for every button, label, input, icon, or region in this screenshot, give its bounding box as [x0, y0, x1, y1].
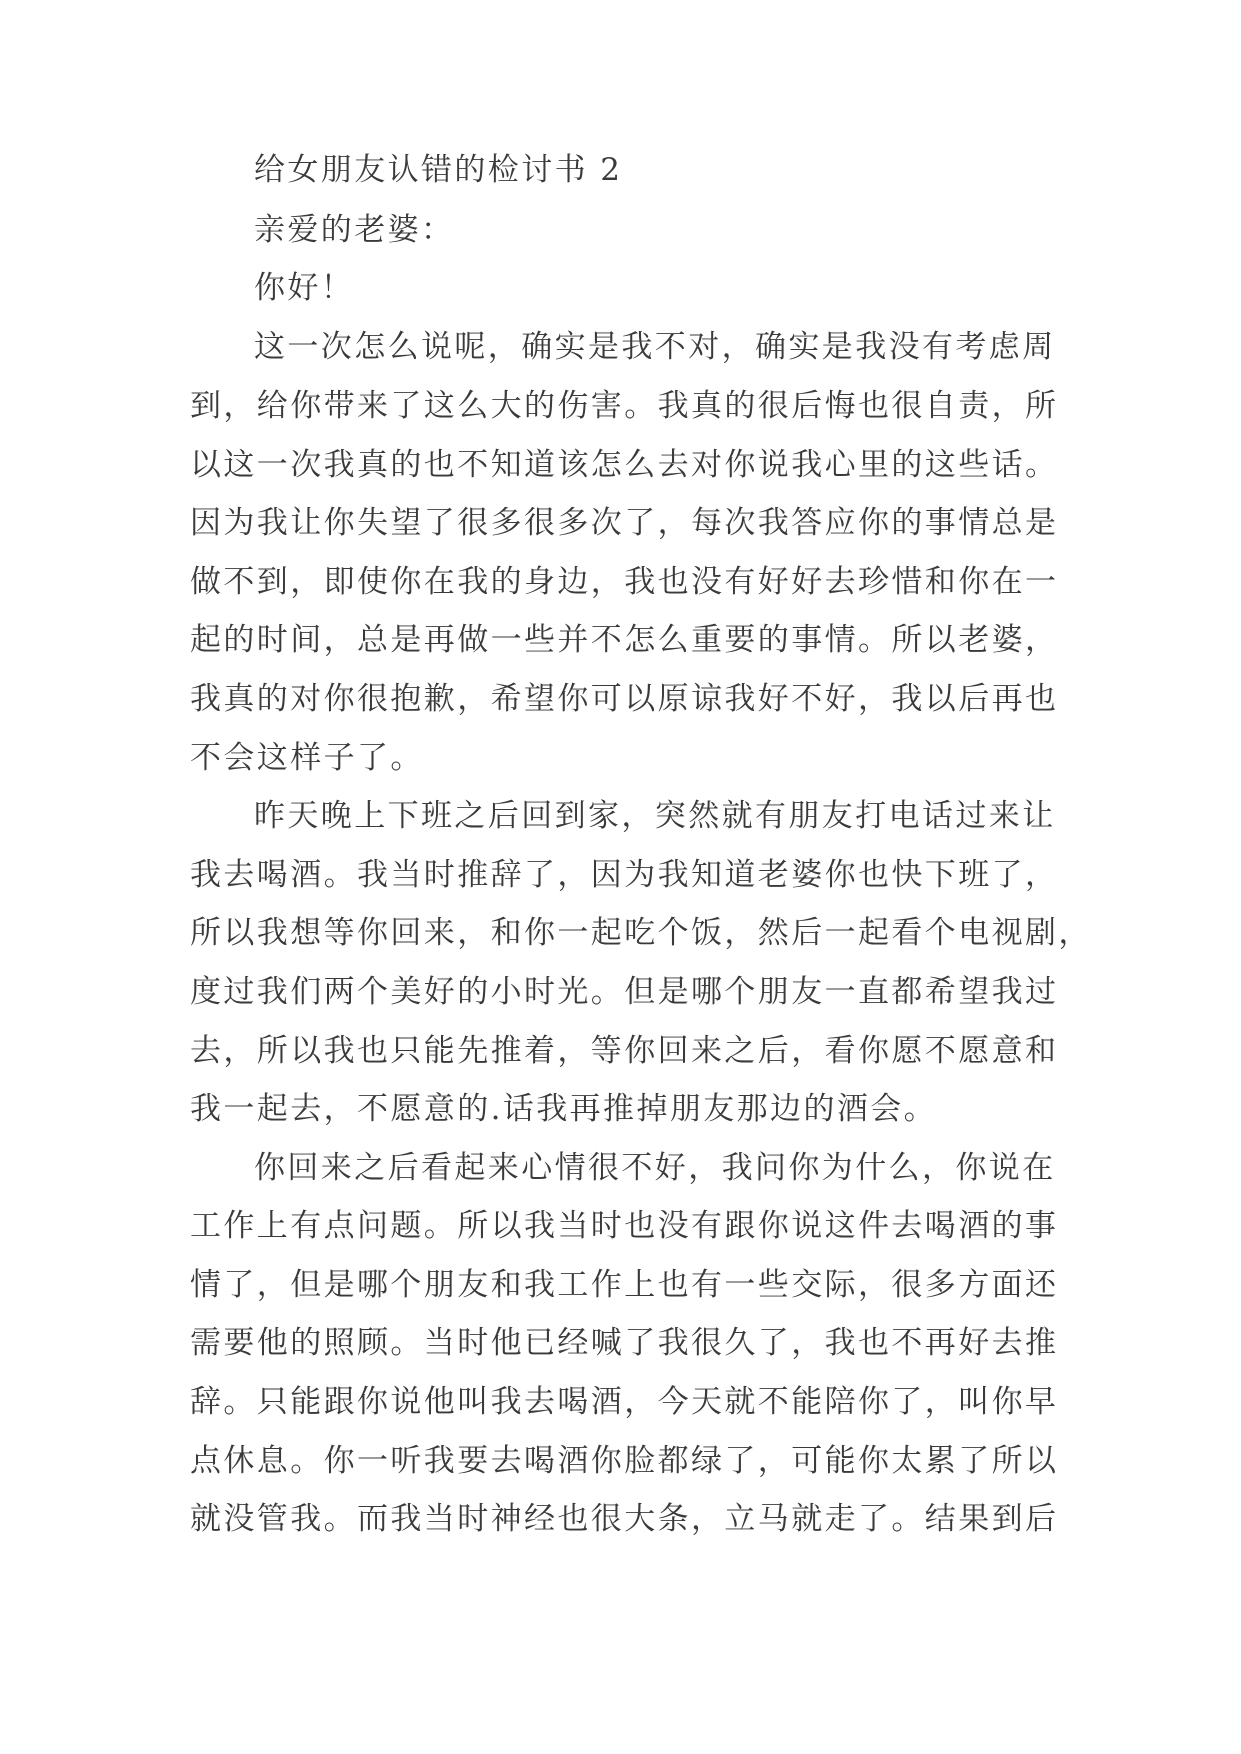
paragraph-line: 到，给你带来了这么大的伤害。我真的很后悔也很自责，所 [190, 388, 1059, 424]
paragraph-line: 起的时间，总是再做一些并不怎么重要的事情。所以老婆， [190, 622, 1059, 658]
paragraph-line: 以这一次我真的也不知道该怎么去对你说我心里的这些话。 [190, 447, 1059, 483]
paragraph-line: 我真的对你很抱歉，希望你可以原谅我好不好，我以后再也 [190, 681, 1059, 717]
paragraph-line: 点休息。你一听我要去喝酒你脸都绿了，可能你太累了所以 [190, 1443, 1059, 1479]
paragraph-line: 昨天晚上下班之后回到家，突然就有朋友打电话过来让 [254, 798, 1056, 834]
paragraph-line: 去，所以我也只能先推着，等你回来之后，看你愿不愿意和 [190, 1033, 1059, 1069]
paragraph-line: 工作上有点问题。所以我当时也没有跟你说这件去喝酒的事 [190, 1208, 1059, 1244]
greeting: 你好！ [254, 270, 355, 306]
document-title: 给女朋友认错的检讨书 2 [254, 152, 623, 188]
paragraph-line: 辞。只能跟你说他叫我去喝酒，今天就不能陪你了，叫你早 [190, 1384, 1059, 1420]
paragraph-line: 做不到，即使你在我的身边，我也没有好好去珍惜和你在一 [190, 564, 1059, 600]
paragraph-line: 你回来之后看起来心情很不好，我问你为什么，你说在 [254, 1150, 1056, 1186]
paragraph-line: 我一起去，不愿意的.话我再推掉朋友那边的酒会。 [190, 1091, 938, 1127]
paragraph-line: 因为我让你失望了很多很多次了，每次我答应你的事情总是 [190, 505, 1059, 541]
paragraph-line: 需要他的照顾。当时他已经喊了我很久了，我也不再好去推 [190, 1325, 1059, 1361]
paragraph-line: 所以我想等你回来，和你一起吃个饭，然后一起看个电视剧， [190, 915, 1092, 951]
paragraph-line: 不会这样子了。 [190, 740, 424, 776]
paragraph-line: 情了，但是哪个朋友和我工作上也有一些交际，很多方面还 [190, 1267, 1059, 1303]
paragraph-line: 我去喝酒。我当时推辞了，因为我知道老婆你也快下班了， [190, 857, 1059, 893]
paragraph-line: 就没管我。而我当时神经也很大条，立马就走了。结果到后 [190, 1501, 1059, 1537]
paragraph-line: 这一次怎么说呢，确实是我不对，确实是我没有考虑周 [254, 329, 1056, 365]
paragraph-line: 度过我们两个美好的小时光。但是哪个朋友一直都希望我过 [190, 974, 1059, 1010]
salutation: 亲爱的老婆： [254, 212, 455, 248]
